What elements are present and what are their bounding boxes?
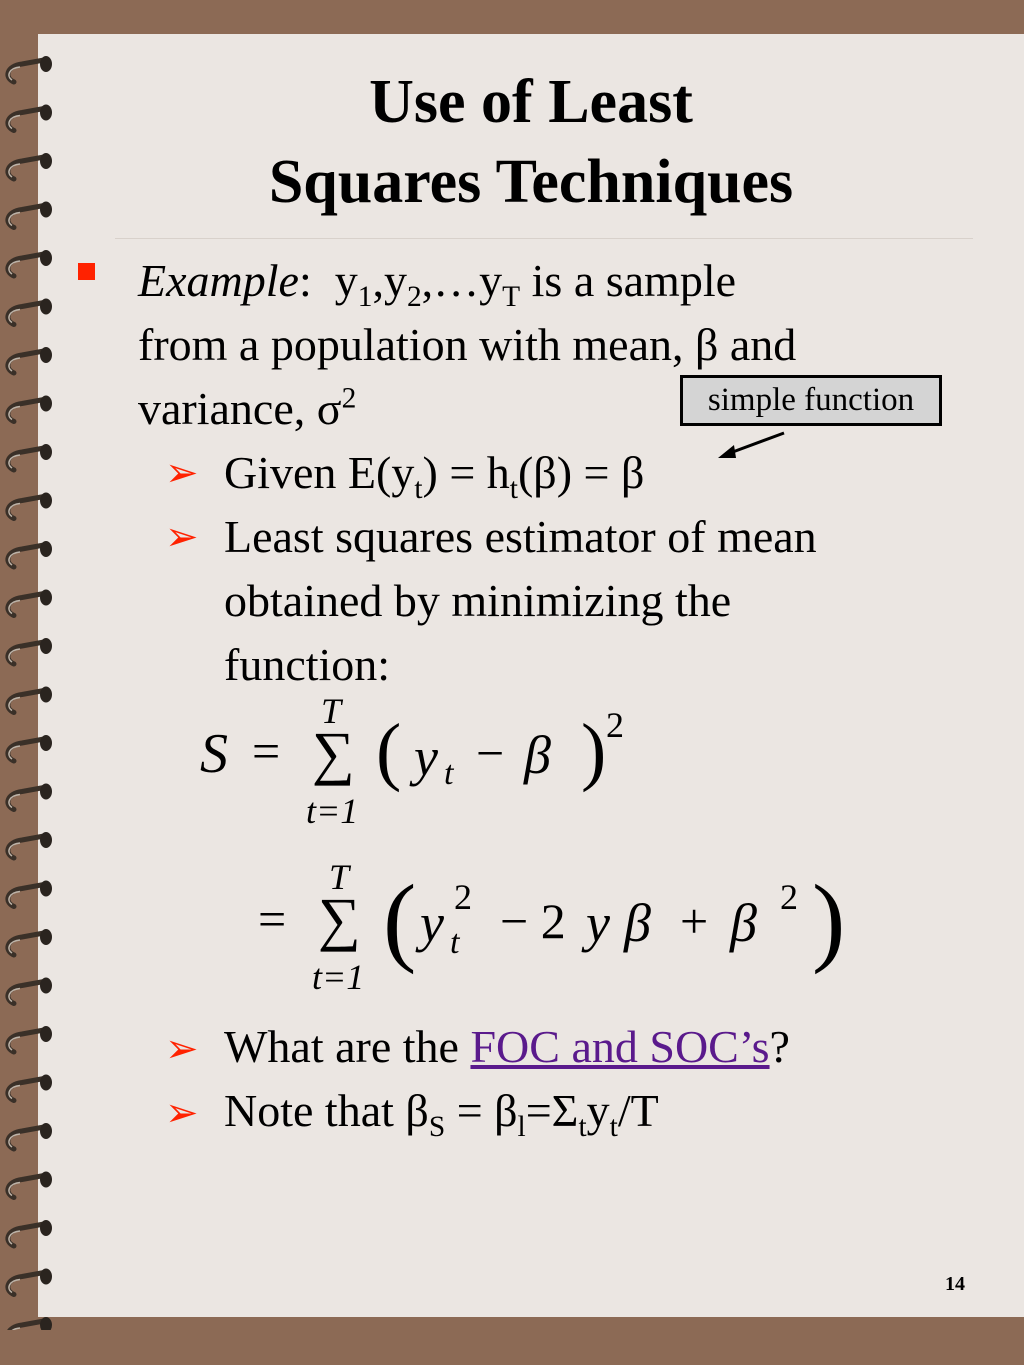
spiral-ring-icon: [8, 493, 52, 519]
spiral-ring-icon: [8, 929, 52, 955]
title-divider: [115, 238, 973, 239]
spiral-ring-icon: [8, 396, 52, 422]
eq2-y2: y: [586, 893, 610, 953]
eq2-lower-limit: t=1: [312, 957, 365, 997]
given-expectation: Given $E(y_t) = h_t(\beta) = \beta$: [224, 447, 645, 506]
square-bullet-icon: [78, 263, 95, 280]
eq2-y: y: [420, 893, 444, 953]
eq1-beta: β: [524, 725, 551, 785]
spiral-ring-icon: [8, 1317, 52, 1330]
eq1-lparen: (: [376, 709, 402, 793]
eq1-minus: −: [476, 725, 505, 781]
eq2-upper-limit: T: [329, 857, 350, 897]
ls-line-1: Least squares estimator of mean: [224, 511, 817, 562]
eq2-sigma: ∑: [318, 886, 361, 952]
spiral-ring-icon: [8, 832, 52, 858]
page-number: 14: [945, 1273, 965, 1295]
spiral-ring-icon: [8, 881, 52, 907]
slide-title: [38, 62, 1024, 222]
eq1-lhs: S: [200, 723, 228, 785]
bullet-1-line-1: Example: $y_1,y_2,\dots y_T$ is a sample: [138, 255, 737, 314]
eq2-sup-2: 2: [454, 877, 472, 917]
ls-line-3: function:: [224, 639, 391, 690]
eq1-exponent: 2: [606, 705, 624, 745]
spiral-ring-icon: [8, 784, 52, 810]
spiral-binding: [0, 40, 80, 1330]
bullet-1-line-2: from a population with mean, β and: [138, 319, 797, 370]
spiral-ring-icon: [8, 1026, 52, 1052]
bullet-1-line-3: variance, $\sigma^2$: [138, 382, 357, 434]
eq2-lparen: (: [383, 864, 417, 975]
eq2-rparen: ): [812, 864, 846, 975]
spiral-ring-icon: [8, 1172, 52, 1198]
title-line-2: Squares Techniques: [268, 148, 794, 216]
spiral-ring-icon: [8, 590, 52, 616]
eq1-lower-limit: t=1: [306, 791, 359, 831]
ls-line-2: obtained by minimizing the: [224, 575, 732, 626]
eq2-beta2: β: [730, 893, 757, 953]
eq1-sigma: ∑: [312, 720, 355, 786]
spiral-ring-icon: [8, 299, 52, 325]
eq1-equals: =: [252, 723, 281, 779]
eq2-beta: β: [624, 893, 651, 953]
eq2-exponent: 2: [780, 877, 798, 917]
eq2-sub-t: t: [450, 924, 460, 961]
eq1-rparen: ): [581, 709, 607, 793]
spiral-ring-icon: [8, 638, 52, 664]
eq1-sub-t: t: [444, 755, 454, 792]
spiral-ring-icon: [8, 444, 52, 470]
title-line-1: Use of Least: [369, 68, 693, 136]
arrow-bullet-icon: ➢: [165, 514, 199, 560]
spiral-ring-icon: [8, 250, 52, 276]
spiral-ring-icon: [8, 1220, 52, 1246]
callout-pointer-arrow-icon: [700, 425, 800, 470]
foc-soc-question: What are the FOC and SOC’s?: [224, 1021, 790, 1072]
simple-function-callout: simple function: [680, 375, 942, 426]
arrow-bullet-icon: ➢: [165, 1026, 199, 1072]
spiral-ring-icon: [8, 1075, 52, 1101]
eq2-plus: +: [680, 893, 709, 949]
spiral-ring-icon: [8, 687, 52, 713]
spiral-ring-icon: [8, 541, 52, 567]
spiral-ring-icon: [8, 735, 52, 761]
spiral-ring-icon: [8, 1269, 52, 1295]
eq1-y: y: [414, 727, 438, 787]
spiral-ring-icon: [8, 1123, 52, 1149]
foc-soc-link[interactable]: FOC and SOC’s: [470, 1021, 770, 1072]
eq2-minus-two: − 2: [500, 893, 566, 949]
eq2-equals: =: [258, 891, 287, 947]
note-estimator: Note that $\beta_S = \beta_l=\Sigma_ty_t/T$: [224, 1085, 659, 1144]
spiral-ring-icon: [8, 347, 52, 373]
eq1-upper-limit: T: [321, 691, 342, 731]
arrow-bullet-icon: ➢: [165, 1090, 199, 1136]
arrow-bullet-icon: ➢: [165, 450, 199, 496]
spiral-ring-icon: [8, 978, 52, 1004]
